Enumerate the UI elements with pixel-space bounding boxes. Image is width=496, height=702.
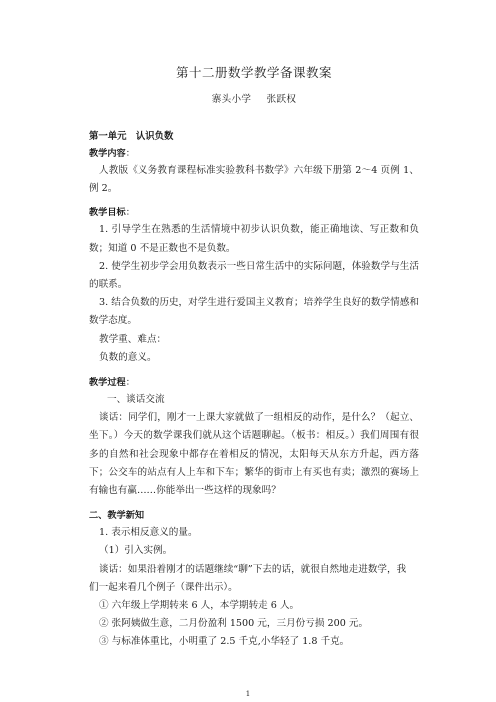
content-heading-text: 教学内容 [89,148,126,159]
step1-text: 谈话：同学们，刚才一上课大家就做了一组相反的动作，是什么？（起立、坐下。）今天的数学课我们就从这个话题聊起。（板书：相反。）我们周围有很多的自然和社会现象中都存在着相反的情况，太阳每天从东方升起，西方落下；公交车的站点有人上车和下车；繁华的街市上有买也有卖；激烈的赛场上有输也有赢……你能举出一些这样的现象吗？ [89,412,419,497]
key-points-label: 教学重、难点： [99,333,167,345]
goal-item-2: 2. 使学生初步学会用负数表示一些日常生活中的实际问题，体验数学与生活的联系。 [89,260,419,291]
process-heading: 教学过程： [89,377,135,389]
process-heading-text: 教学过程 [89,377,126,389]
step2-talk-line1: 谈话：如果沿着刚才的话题继续“聊”下去的话，就很自然地走进数学，我 [99,563,407,575]
step1-heading: 一、谈话交流 [107,394,165,406]
example-2: ② 张阿姨做生意，二月份盈利 1500 元，三月份亏损 200 元。 [99,618,369,630]
school-name: 寨头小学 [211,94,252,105]
goal-item-1: 1. 引导学生在熟悉的生活情境中初步认识负数，能正确地读、写正数和负数；知道 0 不是正数也不是负数。 [89,224,419,254]
example-1: ① 六年级上学期转来 6 人，本学期转走 6 人。 [99,600,300,612]
content-heading: 教学内容： [89,148,135,159]
step2-sub1a: （1）引入实例。 [99,545,173,557]
key-points-text: 负数的意义。 [99,351,157,363]
unit-heading: 第一单元 认识负数 [89,131,174,142]
goals-heading-text: 教学目标 [89,207,126,219]
step2-sub1: 1. 表示相反意义的量。 [99,527,198,539]
content-text: 人教版《义务教育课程标准实验教科书数学》六年级下册第 2～4 页例 1、例 2。 [89,165,419,195]
document-title: 第十二册数学教学备课教案 [175,65,332,80]
teacher-name: 张跃权 [266,94,297,105]
step2-talk-line2: 们一起来看几个例子（课件出示）。 [89,581,238,593]
author-line [89,92,419,108]
goals-heading: 教学目标： [89,207,135,219]
document-body [89,64,419,652]
page-number: 1 [245,690,251,698]
step2-heading: 二、教学新知 [89,510,145,522]
example-3: ③ 与标准体重比，小明重了 2.5 千克,小华轻了 1.8 千克。 [99,636,350,648]
goal-item-3: 3. 结合负数的历史，对学生进行爱国主义教育；培养学生良好的数学情感和数学态度。 [89,297,419,327]
